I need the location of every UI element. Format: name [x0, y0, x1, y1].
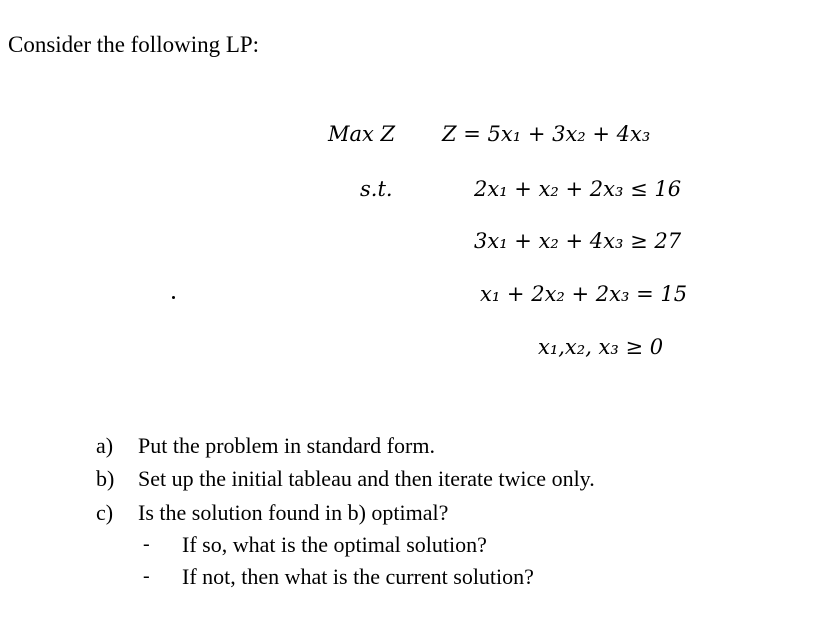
subitem-if-not-text: If not, then what is the current solution? — [182, 564, 534, 589]
question-a-text: Put the problem in standard form. — [138, 433, 435, 458]
stray-dot — [172, 296, 175, 299]
intro-text: Consider the following LP: — [8, 32, 260, 57]
subitem-if-so-text: If so, what is the optimal solution? — [182, 532, 487, 557]
constraint-1: 2x₁ + x₂ + 2x₃ ≤ 16 — [474, 177, 682, 201]
subject-to-label: s.t. — [360, 177, 393, 201]
objective-function: Z = 5x₁ + 3x₂ + 4x₃ — [442, 122, 651, 146]
question-b-label: b) — [96, 466, 115, 491]
question-a-label: a) — [96, 433, 114, 458]
subitem-if-so-marker: - — [143, 533, 150, 555]
nonnegativity-constraint: x₁,x₂, x₃ ≥ 0 — [538, 335, 664, 359]
question-c-label: c) — [96, 500, 114, 525]
subitem-if-not-marker: - — [143, 565, 150, 587]
question-c-text: Is the solution found in b) optimal? — [138, 500, 449, 525]
constraint-2: 3x₁ + x₂ + 4x₃ ≥ 27 — [474, 229, 682, 253]
constraint-3: x₁ + 2x₂ + 2x₃ = 15 — [480, 282, 688, 306]
question-b-text: Set up the initial tableau and then iterate twice only. — [138, 466, 595, 491]
objective-label: Max Z — [328, 122, 396, 146]
